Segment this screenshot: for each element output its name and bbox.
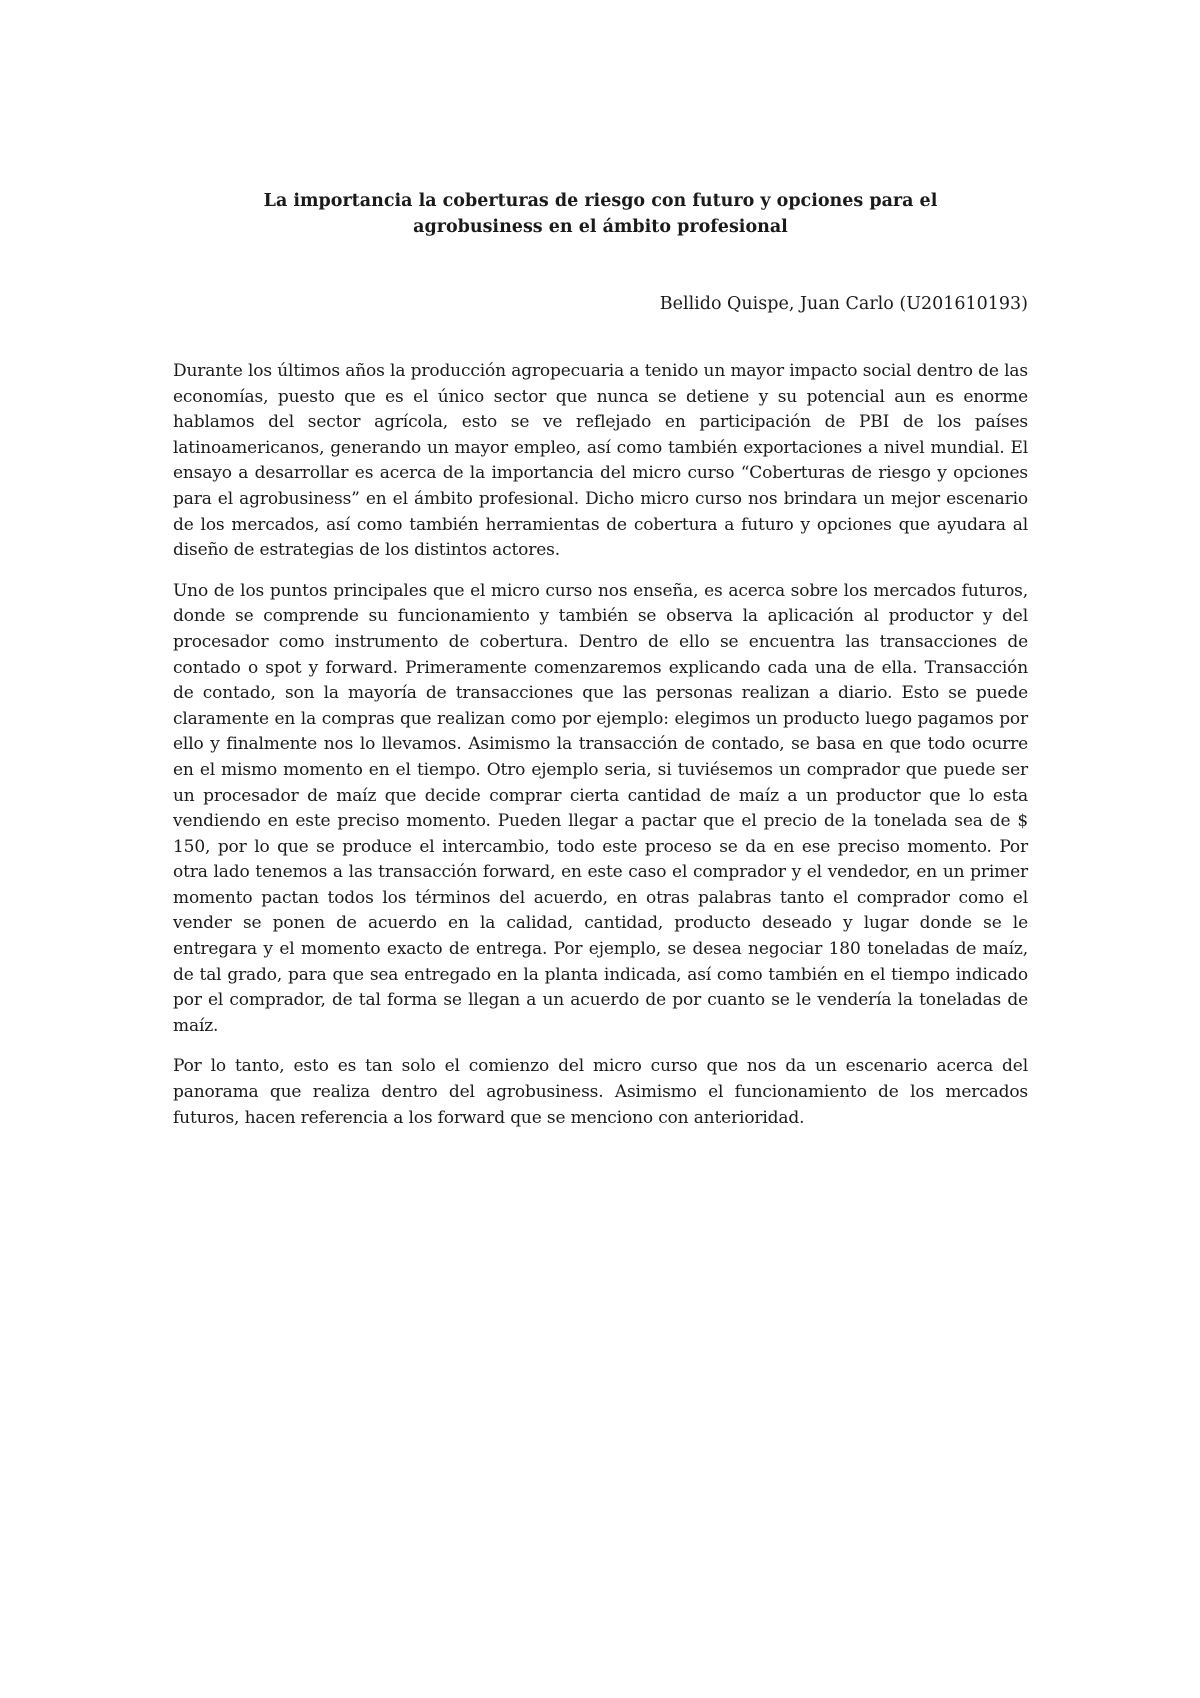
author-line: Bellido Quispe, Juan Carlo (U201610193)	[659, 294, 1028, 314]
title-line-1: La importancia la coberturas de riesgo con futuro y opciones para el	[263, 191, 938, 211]
title-line-2: agrobusiness en el ámbito profesional	[413, 217, 788, 237]
paragraph-3: Por lo tanto, esto es tan solo el comienzo del micro curso que nos da un escenario acerca del panorama que realiza dentro del agrobusiness. Asimismo el funcionamiento de los mercados futuros, hacen referencia a los forward que se menciono con anterioridad.	[173, 1056, 1028, 1128]
paragraph-1: Durante los últimos años la producción agropecuaria a tenido un mayor impacto social dentro de las economías, puesto que es el único sector que nunca se detiene y su potencial aun es enorme hablamos del sector agrícola, esto se ve reflejado en participación de PBI de los países latinoamericanos, generando un mayor empleo, así como también exportaciones a nivel mundial. El ensayo a desarrollar es acerca de la importancia del micro curso “Coberturas de riesgo y opciones para el agrobusiness” en el ámbito profesional. Dicho micro curso nos brindara un mejor escenario de los mercados, así como también herramientas de cobertura a futuro y opciones que ayudara al diseño de estrategias de los distintos actores.	[173, 361, 1028, 561]
document-body	[173, 359, 1028, 1146]
document-title	[173, 188, 1028, 240]
paragraph-2: Uno de los puntos principales que el micro curso nos enseña, es acerca sobre los mercados futuros, donde se comprende su funcionamiento y también se observa la aplicación al productor y del procesador como instrumento de cobertura. Dentro de ello se encuentra las transacciones de contado o spot y forward. Primeramente comenzaremos explicando cada una de ella. Transacción de contado, son la mayoría de transacciones que las personas realizan a diario. Esto se puede claramente en la compras que realizan como por ejemplo: elegimos un producto luego pagamos por ello y finalmente nos lo llevamos. Asimismo la transacción de contado, se basa en que todo ocurre en el mismo momento en el tiempo. Otro ejemplo seria, si tuviésemos un comprador que puede ser un procesador de maíz que decide comprar cierta cantidad de maíz a un productor que lo esta vendiendo en este preciso momento. Pueden llegar a pactar que el precio de la tonelada sea de $ 150, por lo que se produce el intercambio, todo este proceso se da en ese preciso momento. Por otra lado tenemos a las transacción forward, en este caso el comprador y el vendedor, en un primer momento pactan todos los términos del acuerdo, en otras palabras tanto el comprador como el vender se ponen de acuerdo en la calidad, cantidad, producto deseado y lugar donde se le entregara y el momento exacto de entrega. Por ejemplo, se desea negociar 180 toneladas de maíz, de tal grado, para que sea entregado en la planta indicada, así como también en el tiempo indicado por el comprador, de tal forma se llegan a un acuerdo de por cuanto se le vendería la toneladas de maíz.	[173, 580, 1028, 1036]
